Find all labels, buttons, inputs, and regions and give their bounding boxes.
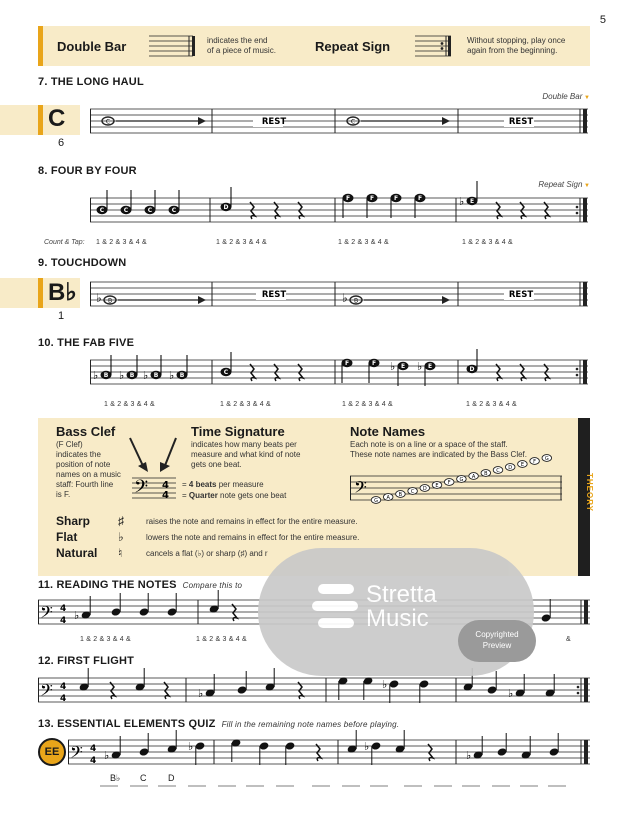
svg-text:F: F: [393, 195, 399, 203]
quarter-rest-icon: [110, 682, 115, 699]
svg-text:C: C: [147, 207, 153, 215]
quarter-rest-icon: [250, 364, 255, 381]
count-text: 1 & 2 & 3 & 4 &: [104, 401, 155, 408]
double-bar-marker: Double Bar ▼: [542, 92, 590, 101]
key-number: 1: [58, 310, 65, 322]
svg-text:C: C: [410, 489, 415, 495]
count-text: 1 & 2 & 3 & 4 &: [80, 636, 131, 643]
bass-clef-icon: 𝄢: [134, 477, 149, 502]
notes-four-by-four: [97, 181, 550, 219]
time-sig-desc: indicates how many beats per measure and what kind of note gets one beat.: [191, 440, 301, 469]
bass-clef-time-sig-diagram: [124, 436, 184, 502]
rest-label: REST: [261, 290, 287, 300]
quarter-rest-icon: [544, 364, 549, 381]
rest-label: REST: [508, 117, 534, 127]
quarter-rest-icon: [544, 202, 549, 219]
svg-text:E: E: [520, 462, 524, 468]
bass-clef-icon: 𝄢: [40, 602, 53, 626]
quiz-answer: C: [140, 773, 147, 783]
watermark-line1: Stretta: [366, 581, 437, 608]
svg-text:F: F: [369, 195, 375, 203]
quarter-rest-icon: [316, 744, 321, 761]
count-text: 1 & 2 & 3 & 4 &: [216, 239, 267, 246]
theory-side-tab: THEORY: [578, 418, 590, 576]
quarter-note-beat: = Quarter note gets one beat: [182, 491, 287, 500]
double-bar-symbol: [149, 34, 199, 58]
svg-text:B: B: [353, 297, 359, 305]
flat-icon: ♭: [364, 740, 370, 753]
flat-icon: ♭: [74, 609, 80, 622]
svg-text:G: G: [374, 498, 378, 504]
double-bar-desc: indicates the end of a piece of music.: [207, 36, 276, 55]
svg-text:B: B: [107, 297, 113, 305]
svg-text:4: 4: [60, 694, 67, 704]
svg-text:F: F: [417, 195, 423, 203]
quarter-rest-icon: [298, 202, 303, 219]
key-letter: C: [48, 105, 66, 132]
svg-text:F: F: [344, 360, 350, 368]
sharp-icon: ♯: [118, 514, 124, 528]
note-names-staff: [350, 456, 572, 508]
svg-text:B: B: [179, 372, 185, 380]
quarter-rest-icon: [298, 364, 303, 381]
key-letter: B♭: [48, 279, 77, 306]
exercise-title: 9. TOUCHDOWN: [38, 257, 127, 269]
quiz-answer: D: [168, 773, 175, 783]
note-names-desc: Each note is on a line or a space of the staff. These note names are indicated by the Bass Clef.: [350, 440, 527, 459]
copyright-badge: Copyrighted Preview: [458, 620, 536, 662]
quarter-rest-icon: [428, 744, 433, 761]
staff-first-flight: [38, 670, 590, 710]
svg-text:D: D: [422, 486, 427, 492]
beats-per-measure: = 4 beats per measure: [182, 480, 264, 489]
flat-icon: ♭: [169, 369, 175, 382]
note-names-title: Note Names: [350, 424, 426, 439]
count-text: 1 & 2 & 3 & 4 &: [338, 239, 389, 246]
flat-icon: ♭: [188, 740, 194, 753]
flat-icon: ♭: [459, 195, 465, 208]
flat-icon: ♭: [93, 369, 99, 382]
count-text: 1 & 2 & 3 & 4 &: [342, 401, 393, 408]
svg-text:E: E: [469, 198, 475, 206]
bass-clef-icon: 𝄢: [354, 477, 367, 501]
staff-fab-five: [90, 350, 590, 392]
svg-text:4: 4: [60, 682, 67, 692]
exercise-title: 10. THE FAB FIVE: [38, 337, 135, 349]
flat-icon: ♭: [104, 749, 110, 762]
flat-icon: ♭: [198, 687, 204, 700]
quarter-rest-icon: [520, 364, 525, 381]
svg-text:C: C: [99, 207, 105, 215]
svg-text:F: F: [371, 360, 377, 368]
svg-text:C: C: [171, 207, 177, 215]
svg-text:B: B: [398, 492, 403, 498]
bass-clef-icon: 𝄢: [70, 742, 83, 766]
quarter-rest-icon: [232, 604, 237, 621]
flat-icon: ♭: [466, 749, 472, 762]
natural-icon: ♮: [118, 546, 123, 560]
svg-text:B: B: [129, 372, 135, 380]
quarter-rest-icon: [164, 682, 169, 699]
svg-text:E: E: [400, 363, 406, 371]
repeat-sign-marker: Repeat Sign ▼: [538, 180, 590, 189]
svg-text:4: 4: [162, 490, 169, 501]
answer-blanks: [100, 784, 580, 788]
flat-icon: ♭: [390, 360, 396, 373]
staff-four-by-four: [90, 190, 590, 230]
quarter-rest-icon: [274, 202, 279, 219]
flat-icon: ♭: [508, 687, 514, 700]
flat-icon: ♭: [382, 678, 388, 691]
svg-text:A: A: [471, 474, 476, 480]
bass-clef-title: Bass Clef: [56, 424, 116, 439]
exercise-title: 7. THE LONG HAUL: [38, 76, 144, 88]
page-number: 5: [599, 14, 606, 26]
quarter-rest-icon: [298, 682, 303, 699]
svg-text:E: E: [427, 363, 433, 371]
svg-text:C: C: [105, 118, 111, 126]
repeat-sign-symbol: [415, 34, 455, 58]
repeat-sign-term: Repeat Sign: [315, 39, 391, 54]
bass-clef-icon: 𝄢: [40, 680, 53, 704]
staff-long-haul: [90, 104, 590, 138]
svg-text:G: G: [459, 477, 464, 483]
quarter-rest-icon: [520, 202, 525, 219]
count-text: &: [566, 636, 571, 643]
double-bar-term: Double Bar: [57, 39, 127, 54]
svg-text:4: 4: [60, 604, 67, 614]
count-label: Count & Tap:: [44, 239, 85, 246]
flat-icon: ♭: [417, 360, 423, 373]
bass-clef-desc: (F Clef) indicates the position of note names on a music staff: Fourth line is F.: [56, 440, 121, 499]
svg-text:♭: ♭: [96, 291, 102, 305]
accidental-sharp: Sharp ♯ raises the note and remains in effect for the entire measure.: [56, 514, 358, 528]
repeat-sign-desc: Without stopping, play once again from the beginning.: [467, 36, 566, 55]
accidental-natural: Natural ♮ cancels a flat (♭) or sharp (♯) and r: [56, 546, 268, 560]
svg-text:A: A: [386, 495, 390, 501]
quiz-answer: B♭: [110, 773, 121, 783]
svg-text:4: 4: [60, 616, 67, 626]
staff-quiz: [68, 732, 590, 772]
count-text: 1 & 2 & 3 & 4 &: [196, 636, 247, 643]
notes-fab-five: [93, 349, 549, 386]
key-tab-bar: [38, 278, 43, 308]
flat-icon: ♭: [118, 530, 124, 544]
count-text: 1 & 2 & 3 & 4 &: [466, 401, 517, 408]
definitions-bar: [38, 26, 590, 66]
count-text: 1 & 2 & 3 & 4 &: [96, 239, 147, 246]
key-number: 6: [58, 137, 65, 149]
svg-text:F: F: [533, 459, 537, 465]
svg-text:D: D: [508, 465, 513, 471]
key-tab-bar: [38, 105, 43, 135]
watermark-line2: Music: [366, 605, 429, 632]
flat-icon: ♭: [143, 369, 149, 382]
svg-text:♭: ♭: [342, 291, 348, 305]
svg-text:C: C: [223, 369, 229, 377]
svg-text:4: 4: [162, 480, 169, 491]
svg-text:C: C: [123, 207, 129, 215]
quarter-rest-icon: [496, 364, 501, 381]
quarter-rest-icon: [274, 364, 279, 381]
svg-text:B: B: [484, 471, 488, 477]
svg-text:F: F: [345, 195, 351, 203]
svg-text:C: C: [496, 468, 500, 474]
exercise-title: 13. ESSENTIAL ELEMENTS QUIZ Fill in the remaining note names before playing.: [38, 718, 400, 730]
accidental-flat: Flat ♭ lowers the note and remains in effect for the entire measure.: [56, 530, 360, 544]
svg-text:4: 4: [90, 744, 97, 754]
svg-text:B: B: [153, 372, 159, 380]
time-sig-title: Time Signature: [191, 424, 285, 439]
svg-text:D: D: [469, 366, 475, 374]
quarter-rest-icon: [496, 202, 501, 219]
svg-text:G: G: [544, 456, 549, 462]
svg-text:4: 4: [90, 756, 97, 766]
svg-text:C: C: [350, 118, 356, 126]
svg-text:D: D: [223, 204, 229, 212]
rest-label: REST: [261, 117, 287, 127]
svg-text:E: E: [435, 483, 439, 489]
svg-text:B: B: [103, 372, 109, 380]
staff-touchdown: [90, 277, 590, 311]
exercise-title: 11. READING THE NOTES Compare this to: [38, 579, 243, 591]
stretta-logo-icon: [312, 584, 360, 630]
exercise-title: 12. FIRST FLIGHT: [38, 655, 135, 667]
svg-text:F: F: [447, 480, 451, 486]
flat-icon: ♭: [119, 369, 125, 382]
exercise-title: 8. FOUR BY FOUR: [38, 165, 137, 177]
count-text: 1 & 2 & 3 & 4 &: [462, 239, 513, 246]
rest-label: REST: [508, 290, 534, 300]
essential-elements-badge: EE: [38, 738, 66, 766]
count-text: 1 & 2 & 3 & 4 &: [220, 401, 271, 408]
quarter-rest-icon: [250, 202, 255, 219]
